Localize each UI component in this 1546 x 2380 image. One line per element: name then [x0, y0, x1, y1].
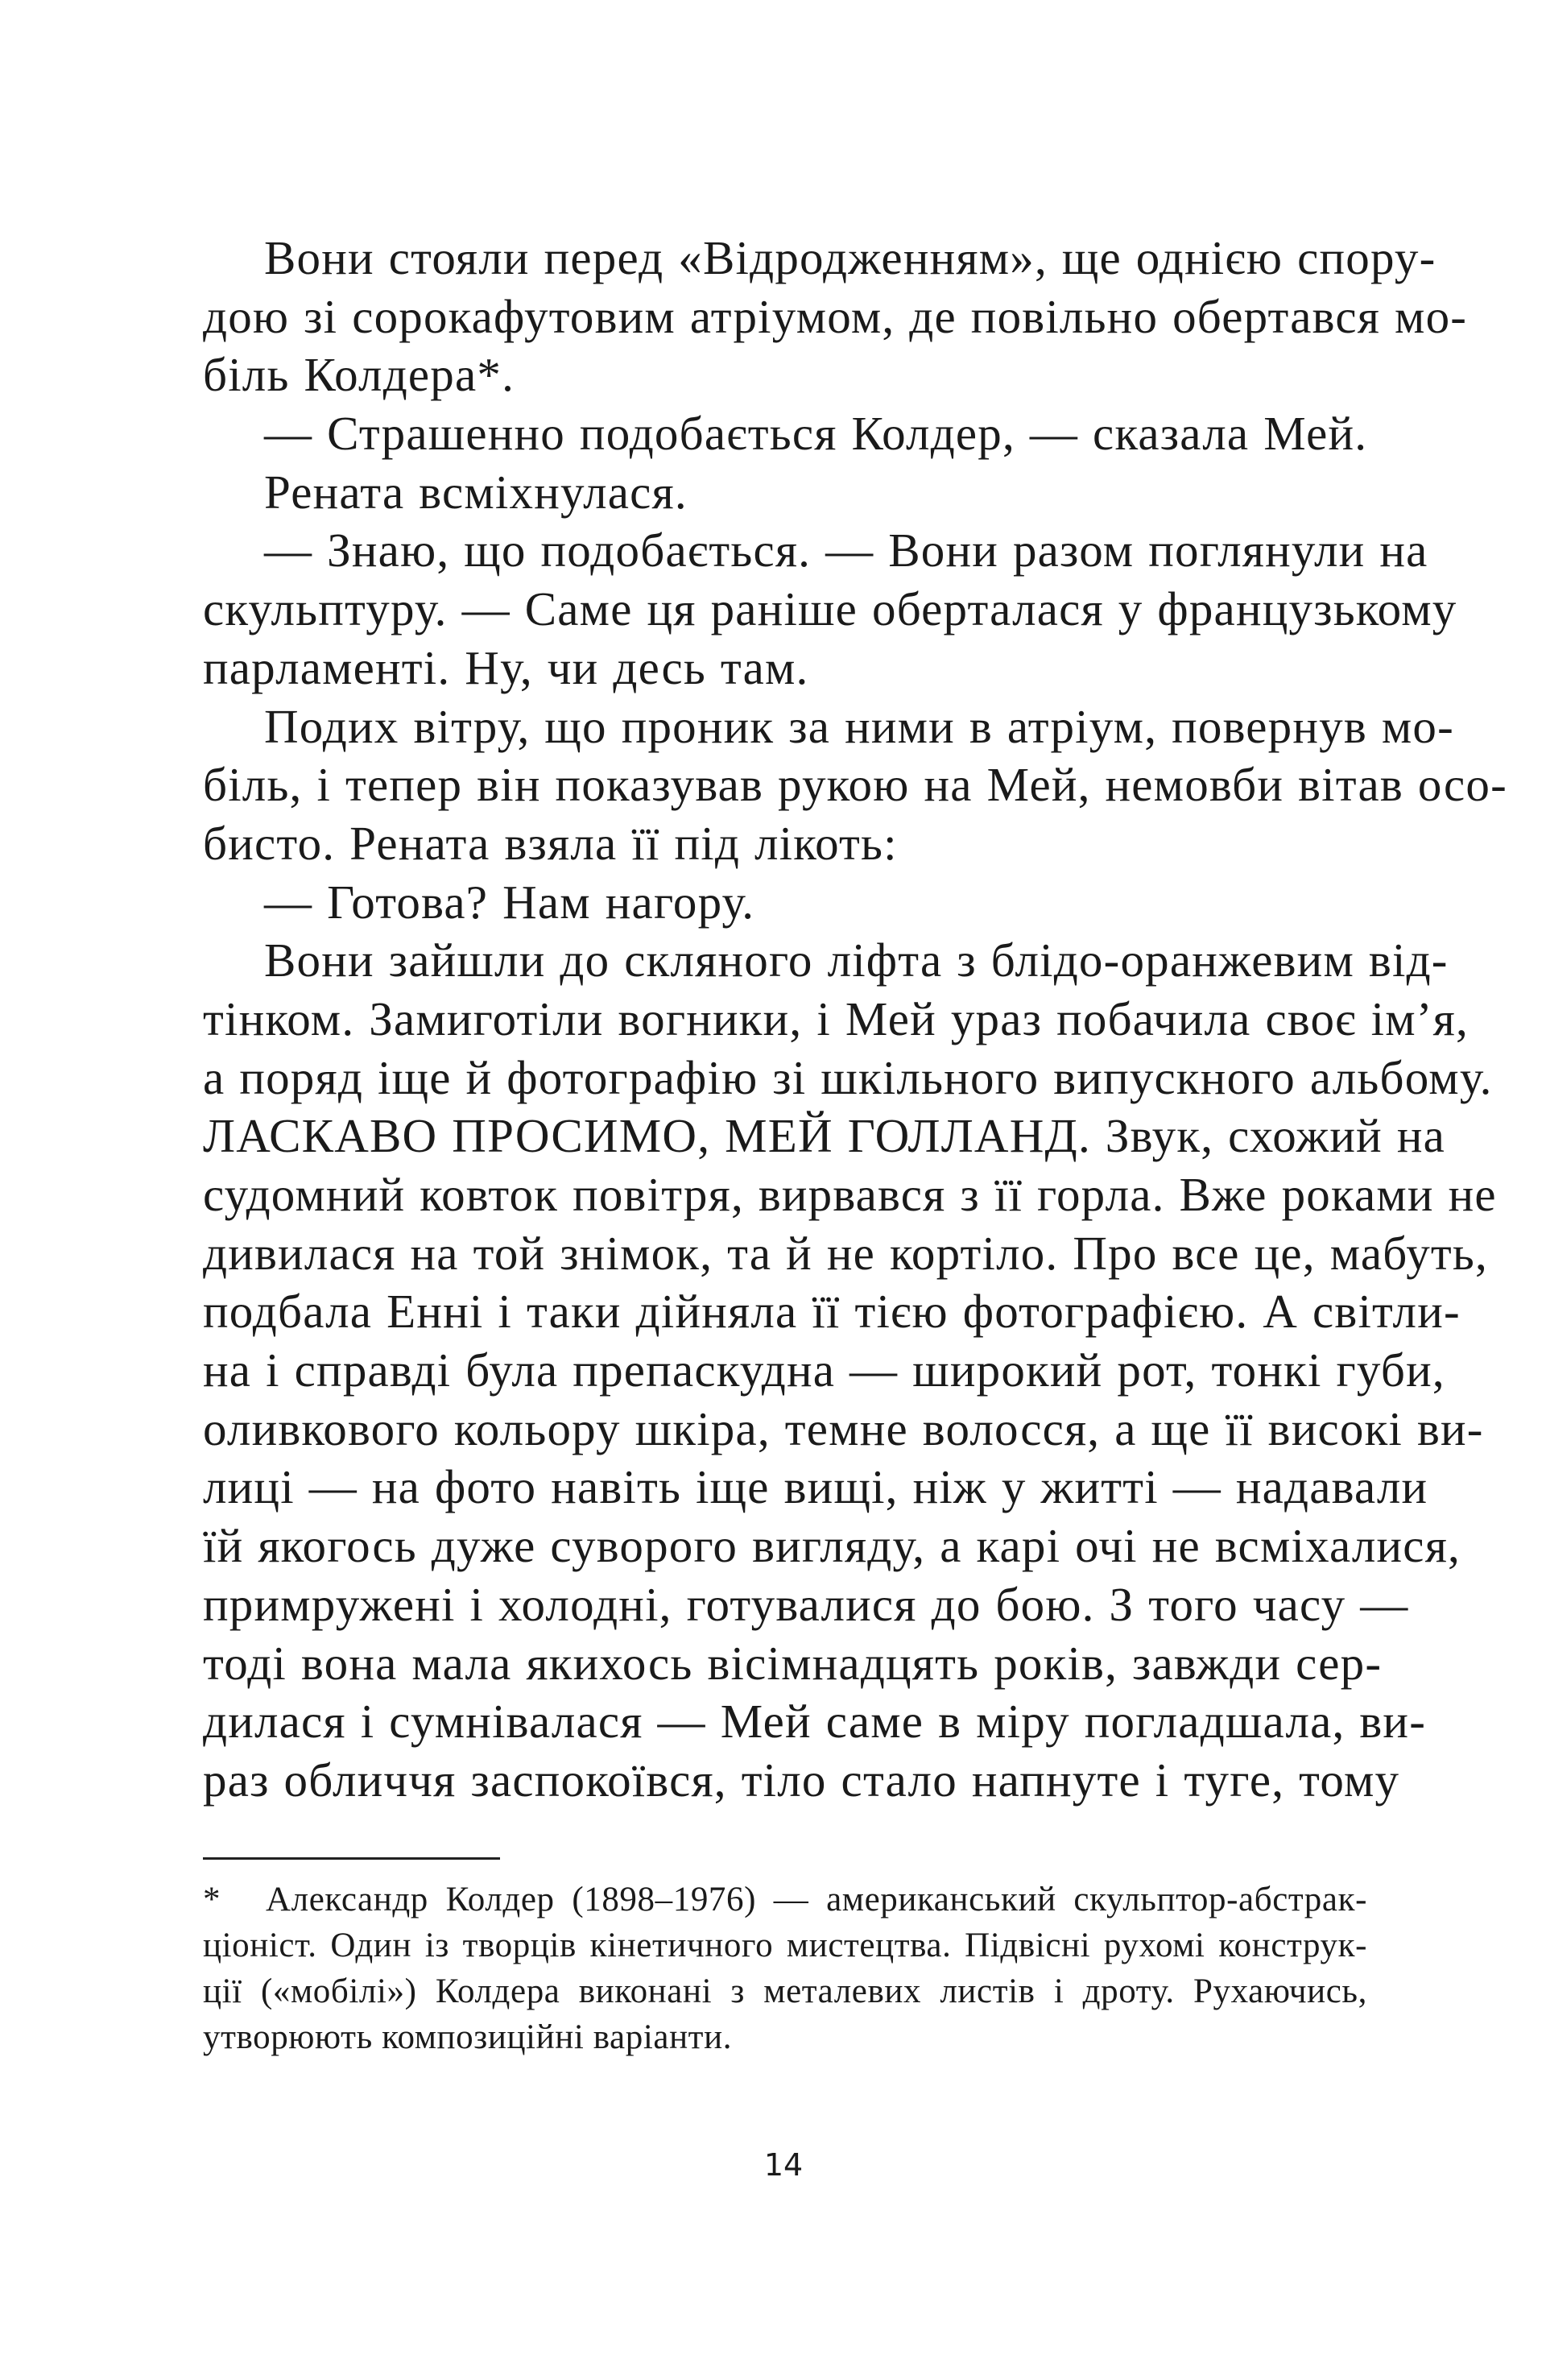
- text-line: дивилася на той знімок, та й не кортіло. Про все це, мабуть,: [203, 1226, 1488, 1280]
- footnote-marker: *: [203, 1881, 221, 1918]
- text-line: тінком. Замиготіли вогники, і Мей ураз побачила своє ім’я,: [203, 991, 1469, 1045]
- text-line: дою зі сорокафутовим атріумом, де повільно обертався мо-: [203, 289, 1468, 343]
- footnote-text: Александр Колдер (1898–1976) — американський скульптор-абстрак-: [266, 1881, 1367, 1918]
- footnote-line: утворюють композиційні варіанти.: [203, 2018, 733, 2056]
- text-line: а поряд іще й фотографію зі шкільного випускного альбому.: [203, 1050, 1493, 1104]
- text-line: дилася і сумнівалася — Мей саме в міру погладшала, ви-: [203, 1695, 1427, 1749]
- footnote-divider: [203, 1857, 500, 1860]
- footnote-line: [203, 1877, 1367, 1923]
- text-line: раз обличчя заспокоївся, тіло стало напнуте і туге, тому: [203, 1753, 1400, 1807]
- text-line: ЛАСКАВО ПРОСИМО, МЕЙ ГОЛЛАНД. Звук, схожий на: [203, 1109, 1446, 1163]
- page-number: 14: [763, 2147, 804, 2183]
- text-line: оливкового кольору шкіра, темне волосся, а ще її високі ви-: [203, 1401, 1484, 1455]
- text-line: парламенті. Ну, чи десь там.: [203, 640, 809, 694]
- text-line: Вони зайшли до скляного ліфта з блідо-оранжевим від-: [264, 933, 1449, 987]
- footnote: [203, 1877, 1367, 2060]
- text-line: бисто. Рената взяла її під лікоть:: [203, 816, 898, 870]
- footnote-line: ціоніст. Один із творців кінетичного мистецтва. Підвісні рухомі конструк-: [203, 1927, 1367, 1964]
- text-line: примружені і холодні, готувалися до бою. З того часу —: [203, 1577, 1409, 1631]
- text-line: Рената всміхнулася.: [264, 465, 688, 519]
- text-line: Подих вітру, що проник за ними в атріум, повернув мо-: [264, 699, 1454, 753]
- text-line: — Знаю, що подобається. — Вони разом поглянули на: [264, 524, 1428, 577]
- text-line: — Готова? Нам нагору.: [264, 875, 755, 929]
- text-line: тоді вона мала якихось вісімнадцять років, завжди сер-: [203, 1636, 1383, 1690]
- text-line: на і справді була препаскудна — широкий рот, тонкі губи,: [203, 1343, 1445, 1397]
- main-text: [203, 229, 1507, 1810]
- text-line: Вони стояли перед «Відродженням», ще однією спору-: [264, 231, 1436, 284]
- text-line: — Страшенно подобається Колдер, — сказала Мей.: [264, 407, 1368, 461]
- text-line: подбала Енні і таки дійняла її тією фотографією. А світли-: [203, 1285, 1461, 1339]
- text-line: біль, і тепер він показував рукою на Мей, немовби вітав осо-: [203, 758, 1507, 812]
- text-line: скульптуру. — Саме ця раніше оберталася у французькому: [203, 582, 1457, 636]
- footnote-line: ції («мобілі») Колдера виконані з металевих листів і дроту. Рухаючись,: [203, 1972, 1367, 2010]
- text-line: судомний ковток повітря, вирвався з її горла. Вже роками не: [203, 1168, 1497, 1221]
- text-line: їй якогось дуже суворого вигляду, а карі очі не всміхалися,: [203, 1519, 1461, 1573]
- text-line: лиці — на фото навіть іще вищі, ніж у житті — надавали: [203, 1460, 1428, 1514]
- text-line: біль Колдера*.: [203, 348, 515, 402]
